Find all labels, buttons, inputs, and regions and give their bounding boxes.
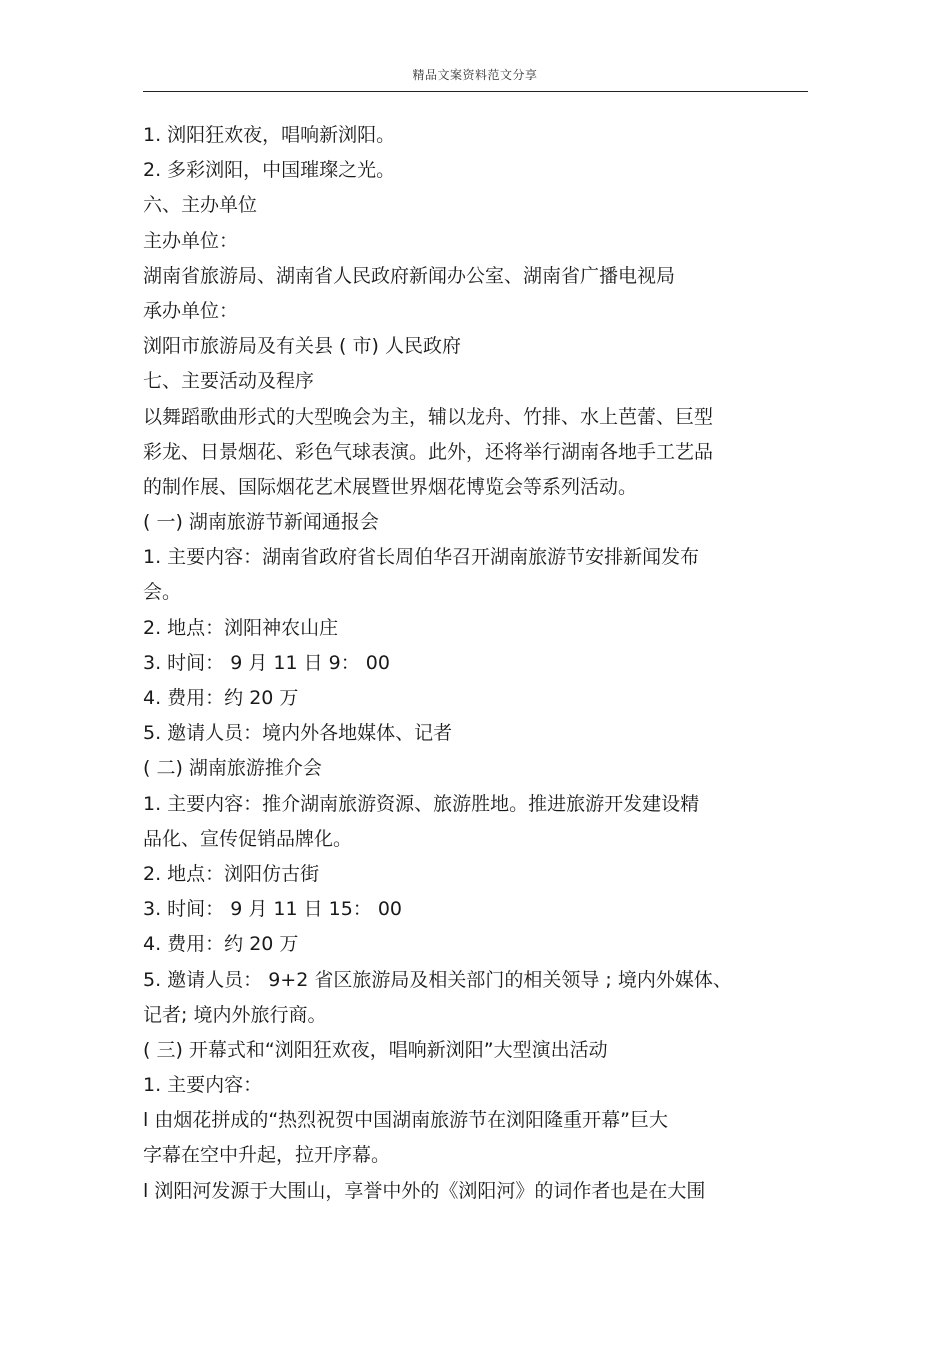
subsection-heading: ( 三) 开幕式和“浏阳狂欢夜，唱响新浏阳”大型演出活动: [143, 1038, 608, 1061]
text-line: l 由烟花拼成的“热烈祝贺中国湖南旅游节在浏阳隆重开幕”巨大: [143, 1109, 669, 1132]
text-line: 4. 费用：约 20 万: [143, 687, 299, 709]
text-line: 字幕在空中升起，拉开序幕。: [143, 1144, 391, 1167]
text-line: 品化、宣传促销品牌化。: [143, 827, 353, 850]
text-line: 的制作展、国际烟花艺术展暨世界烟花博览会等系列活动。: [143, 475, 638, 498]
text-line: 以舞蹈歌曲形式的大型晚会为主，辅以龙舟、竹排、水上芭蕾、巨型: [143, 405, 714, 428]
section-heading: 六、主办单位: [143, 194, 258, 217]
text-line: 彩龙、日景烟花、彩色气球表演。此外，还将举行湖南各地手工艺品: [143, 440, 714, 463]
text-line: 承办单位：: [143, 299, 239, 322]
page-header: 精品文案资料范文分享: [412, 68, 538, 82]
text-line: 3. 时间： 9 月 11 日 9： 00: [143, 651, 390, 674]
text-line: 湖南省旅游局、湖南省人民政府新闻办公室、湖南省广播电视局: [143, 264, 676, 287]
text-line: 5. 邀请人员：境内外各地媒体、记者: [143, 722, 453, 745]
text-line: 4. 费用：约 20 万: [143, 933, 299, 956]
text-line: 2. 地点：浏阳仿古街: [143, 862, 320, 885]
text-line: 浏阳市旅游局及有关县 ( 市) 人民政府: [143, 335, 461, 358]
text-line: 1. 主要内容：湖南省政府省长周伯华召开湖南旅游节安排新闻发布: [143, 546, 700, 569]
text-line: 5. 邀请人员： 9+2 省区旅游局及相关部门的相关领导 ; 境内外媒体、: [143, 968, 732, 991]
header-divider: [143, 91, 808, 92]
text-line: 2. 地点：浏阳神农山庄: [143, 616, 339, 639]
section-heading: 七、主要活动及程序: [143, 370, 315, 393]
text-line: 1. 主要内容：推介湖南旅游资源、旅游胜地。推进旅游开发建设精: [143, 792, 700, 815]
text-line: 会。: [143, 581, 182, 604]
subsection-heading: ( 二) 湖南旅游推介会: [143, 757, 322, 780]
text-line: 2. 多彩浏阳，中国璀璨之光。: [143, 159, 396, 182]
text-line: 1. 浏阳狂欢夜，唱响新浏阳。: [143, 124, 396, 146]
text-line: 记者; 境内外旅行商。: [143, 1003, 327, 1026]
text-line: 主办单位：: [143, 229, 239, 252]
text-line: 1. 主要内容：: [143, 1074, 263, 1097]
subsection-heading: ( 一) 湖南旅游节新闻通报会: [143, 511, 379, 534]
text-line: 3. 时间： 9 月 11 日 15： 00: [143, 898, 403, 921]
document-body: [143, 118, 808, 1209]
text-line: l 浏阳河发源于大围山，享誉中外的《浏阳河》的词作者也是在大围: [143, 1179, 706, 1202]
